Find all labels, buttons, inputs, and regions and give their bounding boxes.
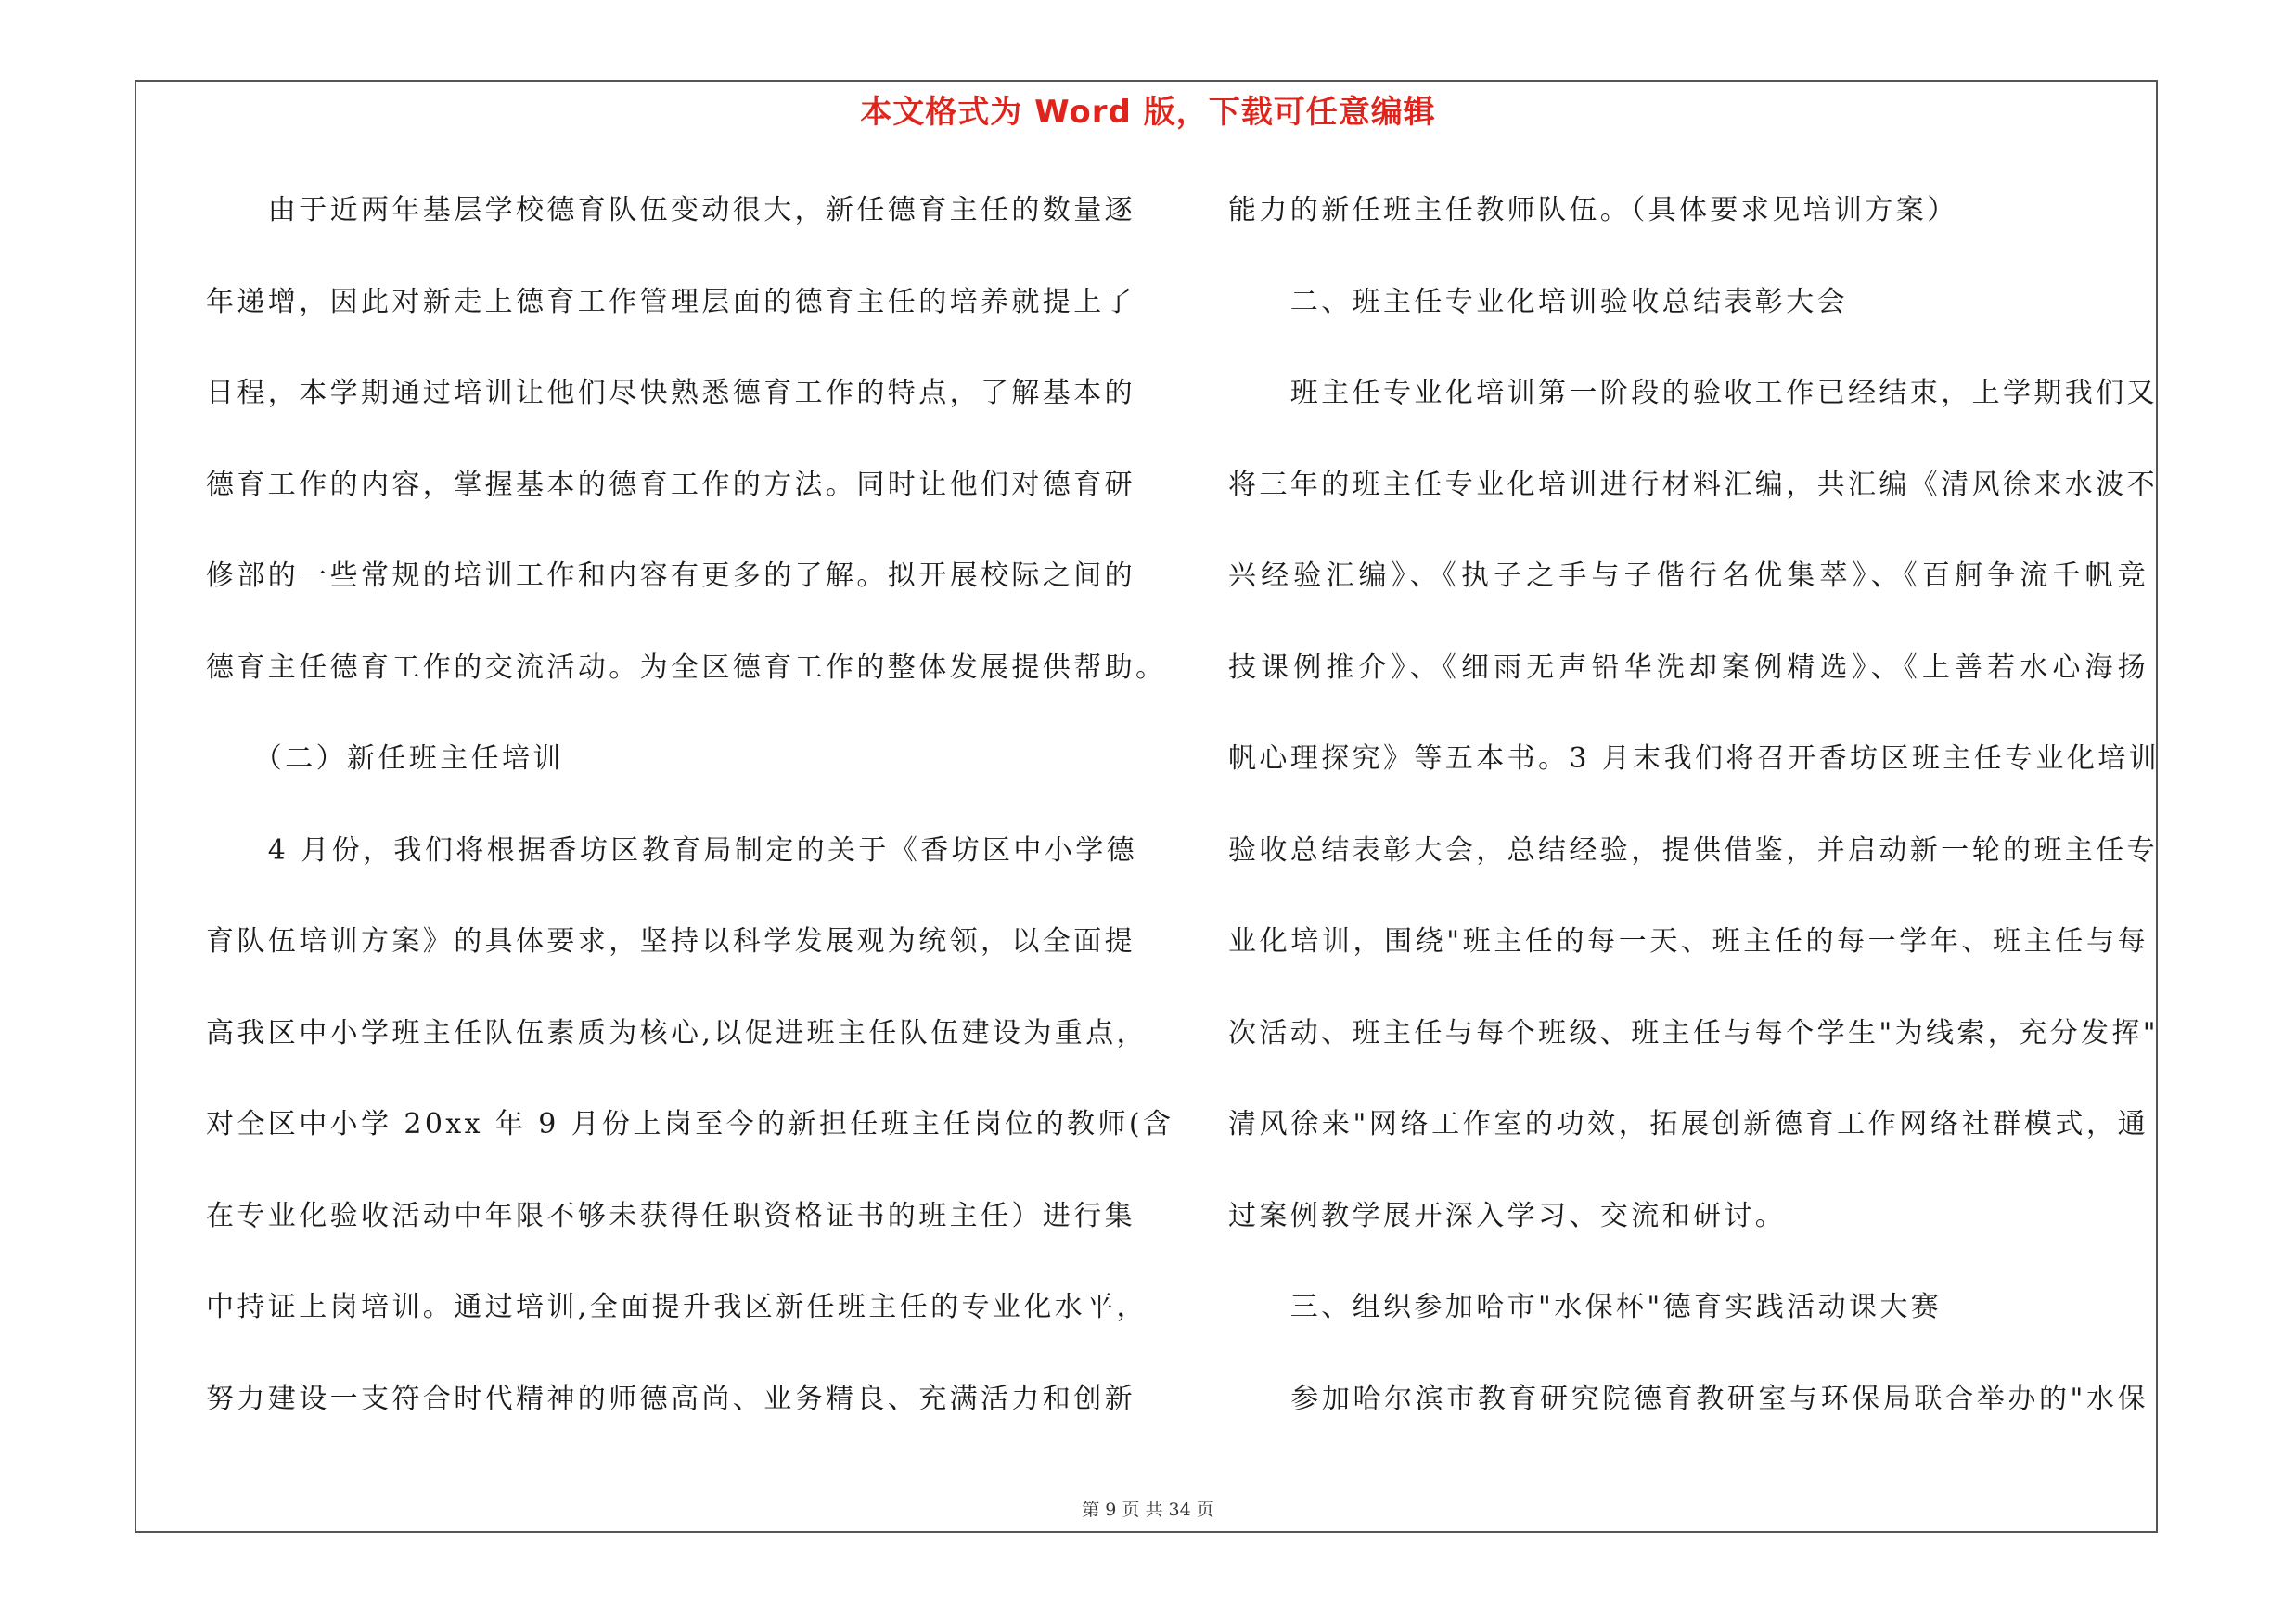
paragraph-line: 修部的一些常规的培训工作和内容有更多的了解。拟开展校际之间的 xyxy=(206,560,1135,592)
left-text-column xyxy=(206,182,1174,1462)
paragraph-line: 日程，本学期通过培训让他们尽快熟悉德育工作的特点，了解基本的 xyxy=(206,377,1135,409)
paragraph-line: 由于近两年基层学校德育队伍变动很大，新任德育主任的数量逐 xyxy=(206,194,1135,226)
paragraph-line: 参加哈尔滨市教育研究院德育教研室与环保局联合举办的"水保 xyxy=(1228,1382,2148,1415)
paragraph-line: 次活动、班主任与每个班级、班主任与每个学生"为线索，充分发挥" xyxy=(1228,1016,2159,1050)
paragraph-line: 将三年的班主任专业化培训进行材料汇编，共汇编《清风徐来水波不 xyxy=(1228,468,2158,501)
right-text-column xyxy=(1228,182,2161,1462)
paragraph-line: 业化培训，围绕"班主任的每一天、班主任的每一学年、班主任与每 xyxy=(1228,925,2148,958)
section-heading: （二）新任班主任培训 xyxy=(206,742,564,775)
paragraph-line: 能力的新任班主任教师队伍。（具体要求见培训方案） xyxy=(1228,194,1958,226)
paragraph-line: 年递增，因此对新走上德育工作管理层面的德育主任的培养就提上了 xyxy=(206,285,1135,318)
format-notice-banner: 本文格式为 Word 版，下载可任意编辑 xyxy=(860,94,1436,131)
paragraph-line: 过案例教学展开深入学习、交流和研讨。 xyxy=(1228,1199,1787,1232)
paragraph-line: 技课例推介》、《细雨无声铅华洗却案例精选》、《上善若水心海扬 xyxy=(1228,650,2148,684)
paragraph-line: 中持证上岗培训。通过培训,全面提升我区新任班主任的专业化水平， xyxy=(206,1291,1148,1323)
paragraph-line: 在专业化验收活动中年限不够未获得任职资格证书的班主任）进行集 xyxy=(206,1199,1135,1232)
paragraph-line: 努力建设一支符合时代精神的师德高尚、业务精良、充满活力和创新 xyxy=(206,1382,1135,1415)
paragraph-line: 清风徐来"网络工作室的功效，拓展创新德育工作网络社群模式，通 xyxy=(1228,1108,2148,1140)
paragraph-line: 兴经验汇编》、《执子之手与子偕行名优集萃》、《百舸争流千帆竞 xyxy=(1228,560,2148,592)
section-heading: 三、组织参加哈市"水保杯"德育实践活动课大赛 xyxy=(1228,1291,1943,1323)
paragraph-line: 对全区中小学 20xx 年 9 月份上岗至今的新担任班主任岗位的教师(含 xyxy=(206,1108,1174,1140)
paragraph-line: 班主任专业化培训第一阶段的验收工作已经结束，上学期我们又 xyxy=(1228,377,2158,409)
paragraph-line: 德育工作的内容，掌握基本的德育工作的方法。同时让他们对德育研 xyxy=(206,468,1135,501)
section-heading: 二、班主任专业化培训验收总结表彰大会 xyxy=(1228,285,1848,318)
paragraph-line: 帆心理探究》等五本书。3 月末我们将召开香坊区班主任专业化培训 xyxy=(1228,742,2161,775)
paragraph-line: 德育主任德育工作的交流活动。为全区德育工作的整体发展提供帮助。 xyxy=(206,650,1167,684)
paragraph-line: 高我区中小学班主任队伍素质为核心,以促进班主任队伍建设为重点， xyxy=(206,1016,1148,1050)
page-number-footer: 第 9 页 共 34 页 xyxy=(1082,1500,1214,1520)
paragraph-line: 4 月份，我们将根据香坊区教育局制定的关于《香坊区中小学德 xyxy=(206,833,1138,867)
paragraph-line: 验收总结表彰大会，总结经验，提供借鉴，并启动新一轮的班主任专 xyxy=(1228,833,2158,867)
paragraph-line: 育队伍培训方案》的具体要求，坚持以科学发展观为统领，以全面提 xyxy=(206,925,1135,958)
